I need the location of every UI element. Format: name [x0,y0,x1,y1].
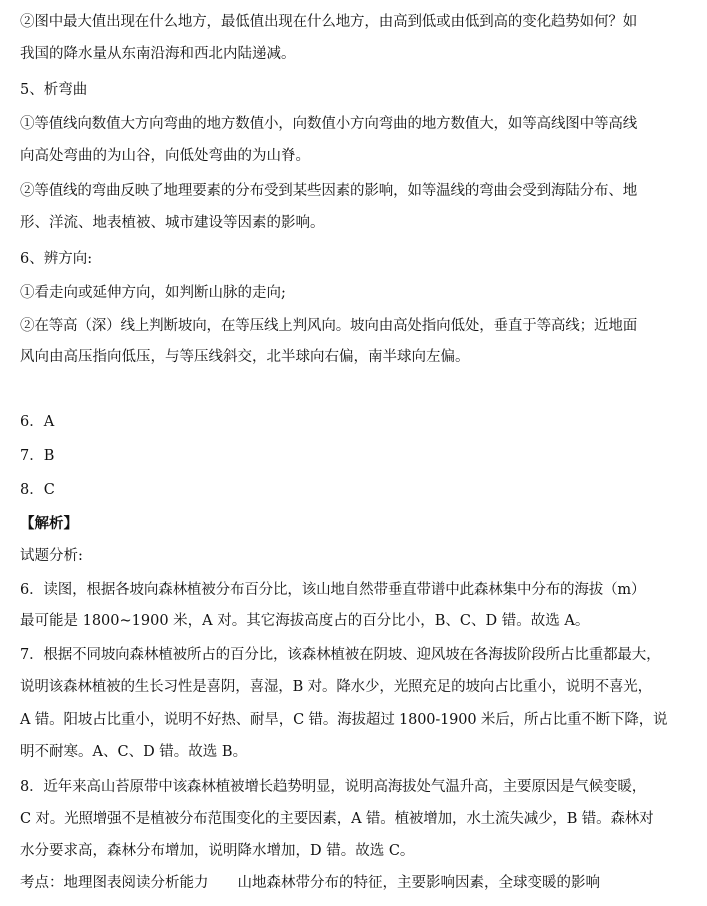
text-line: 6．读图，根据各坡向森林植被分布百分比，该山地自然带垂直带谱中此森林集中分布的海拔（m） [20,582,646,598]
text-line: 向高处弯曲的为山谷，向低处弯曲的为山脊。 [20,148,310,164]
text-line: C 对。光照增强不是植被分布范围变化的主要因素，A 错。植被增加，水土流失减少，B 错。森林对 [20,811,654,827]
text-line: 风向由高压指向低压，与等压线斜交，北半球向右偏，南半球向左偏。 [20,349,470,365]
answer-7: 7．B [20,448,55,464]
text-line: 8．近年来高山苔原带中该森林植被增长趋势明显，说明高海拔处气温升高，主要原因是气候变暖， [20,779,647,795]
key-points: 考点：地理图表阅读分析能力 山地森林带分布的特征，主要影响因素，全球变暖的影响 [20,875,600,891]
text-line: 水分要求高，森林分布增加，说明降水增加，D 错。故选 C。 [20,843,415,859]
section-heading: 6、辨方向: [20,251,93,267]
text-line: 明不耐寒。A、C、D 错。故选 B。 [20,744,248,760]
text-line: ②图中最大值出现在什么地方，最低值出现在什么地方，由高到低或由低到高的变化趋势如何？如 [20,14,638,30]
text-line: ①等值线向数值大方向弯曲的地方数值小，向数值小方向弯曲的地方数值大，如等高线图中等高线 [20,116,638,132]
section-heading: 5、析弯曲 [20,82,88,98]
answer-8: 8．C [20,482,55,498]
text-line: ②等值线的弯曲反映了地理要素的分布受到某些因素的影响，如等温线的弯曲会受到海陆分布、地 [20,183,638,199]
text-line: 说明该森林植被的生长习性是喜阴，喜湿，B 对。降水少，光照充足的坡向占比重小，说明不喜光， [20,679,653,695]
text-line: A 错。阳坡占比重小，说明不好热、耐旱，C 错。海拔超过 1800-1900 米后，所占比重不断下降，说 [20,712,668,728]
text-line: ①看走向或延伸方向，如判断山脉的走向; [20,285,286,301]
text-line: 形、洋流、地表植被、城市建设等因素的影响。 [20,215,325,231]
answer-6: 6．A [20,414,55,430]
analysis-heading: 【解析】 [20,515,78,532]
text-line: 7．根据不同坡向森林植被所占的百分比，该森林植被在阴坡、迎风坡在各海拔阶段所占比重都最大， [20,647,661,663]
text-line: 我国的降水量从东南沿海和西北内陆递减。 [20,46,296,62]
text-line: 最可能是 1800~1900 米，A 对。其它海拔高度占的百分比小，B、C、D 错。故选 A。 [20,613,590,629]
text-line: 试题分析: [20,548,83,564]
text-line: ②在等高（深）线上判断坡向，在等压线上判风向。坡向由高处指向低处，垂直于等高线；近地面 [20,318,638,334]
